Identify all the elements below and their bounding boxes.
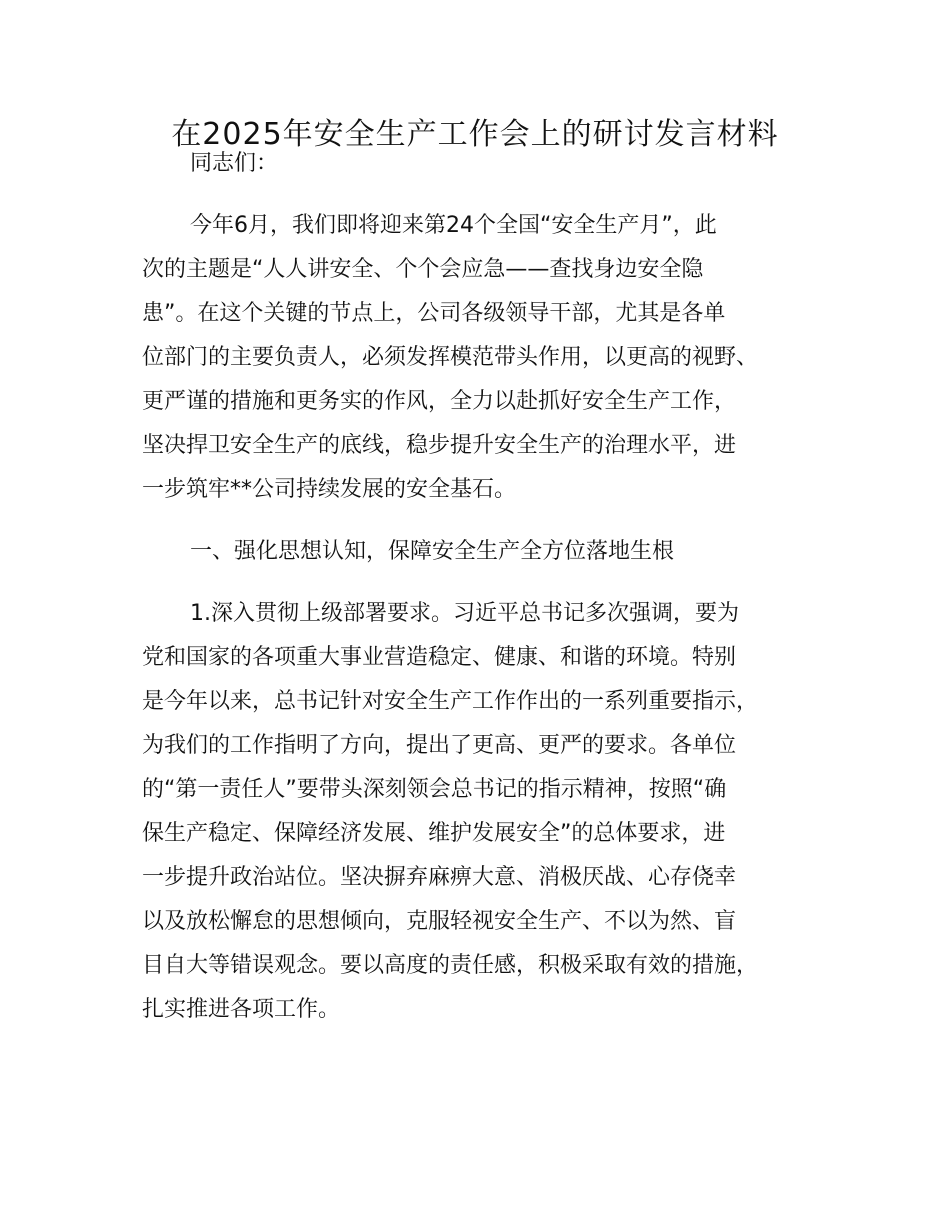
text-line: 的“第一责任人”要带头深刻领会总书记的指示精神，按照“确 xyxy=(142,777,727,802)
text-line: 次的主题是“人人讲安全、个个会应急——查找身边安全隐 xyxy=(142,257,704,282)
text-line: 是今年以来，总书记针对安全生产工作作出的一系列重要指示， xyxy=(142,689,759,714)
text-line: 一步筑牢**公司持续发展的安全基石。 xyxy=(142,477,517,502)
paragraph-point-1 xyxy=(142,592,842,1032)
text-line: 坚决捍卫安全生产的底线，稳步提升安全生产的治理水平，进 xyxy=(142,433,737,458)
salutation-text: 同志们： xyxy=(190,151,279,176)
paragraph-intro xyxy=(142,204,842,512)
text-line: 目自大等错误观念。要以高度的责任感，积极采取有效的措施， xyxy=(142,953,759,978)
heading-text: 一、强化思想认知，保障安全生产全方位落地生根 xyxy=(190,539,675,564)
document-title: 在2025年安全生产工作会上的研讨发言材料 xyxy=(171,117,779,152)
section-heading-1 xyxy=(142,530,842,574)
text-line: 以及放松懈怠的思想倾向，克服轻视安全生产、不以为然、盲 xyxy=(142,909,737,934)
text-line: 患”。在这个关键的节点上，公司各级领导干部，尤其是各单 xyxy=(142,301,726,326)
text-line: 1.深入贯彻上级部署要求。习近平总书记多次强调，要为 xyxy=(190,601,739,626)
text-line: 党和国家的各项重大事业营造稳定、健康、和谐的环境。特别 xyxy=(142,645,737,670)
text-line: 更严谨的措施和更务实的作风，全力以赴抓好安全生产工作， xyxy=(142,389,737,414)
salutation xyxy=(142,142,842,186)
text-line: 为我们的工作指明了方向，提出了更高、更严的要求。各单位 xyxy=(142,733,737,758)
text-line: 一步提升政治站位。坚决摒弃麻痹大意、消极厌战、心存侥幸 xyxy=(142,865,737,890)
document-body xyxy=(142,142,842,1032)
text-line: 扎实推进各项工作。 xyxy=(142,997,341,1022)
text-line: 今年6月，我们即将迎来第24个全国“安全生产月”，此 xyxy=(190,213,717,238)
text-line: 位部门的主要负责人，必须发挥模范带头作用，以更高的视野、 xyxy=(142,345,759,370)
text-line: 保生产稳定、保障经济发展、维护发展安全”的总体要求，进 xyxy=(142,821,726,846)
